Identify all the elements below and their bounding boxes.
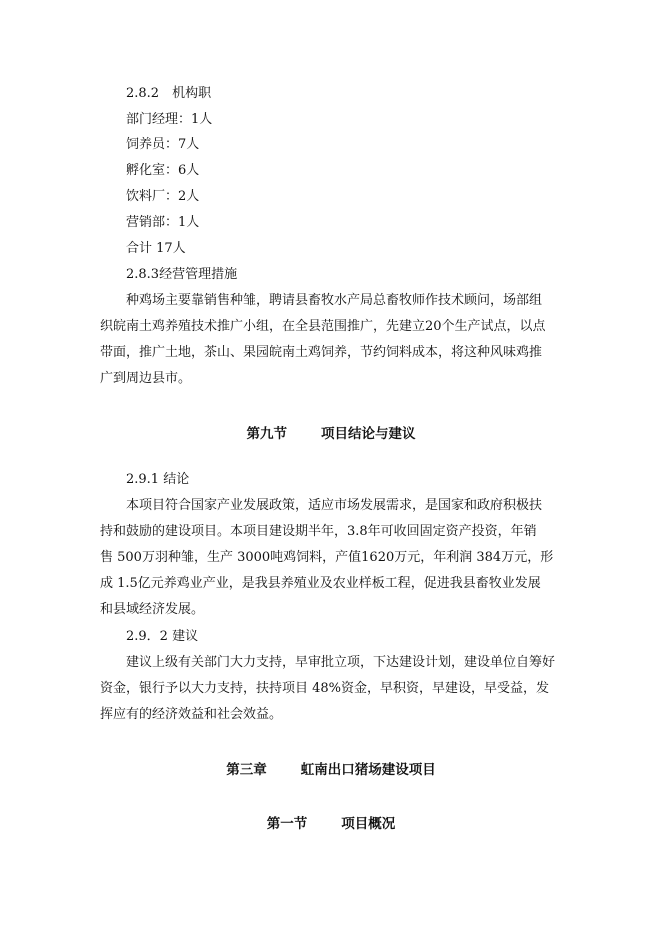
chapter-title: 虹南出口猪场建设项目 xyxy=(300,762,436,778)
section-291-title: 2.9.1 结论 xyxy=(126,472,190,487)
paragraph-line: 成 1.5亿元养鸡业产业，是我县养殖业及农业样板工程，促进我县畜牧业发展 xyxy=(100,576,541,591)
staff-line: 部门经理：1人 xyxy=(126,112,213,127)
staff-line: 营销部：1人 xyxy=(126,215,200,230)
heading-number: 第一节 xyxy=(266,816,308,832)
section-283-title: 2.8.3经营管理措施 xyxy=(126,267,238,282)
paragraph-line: 资金，银行予以大力支持，扶持项目 48%资金，早积资，早建设，早受益，发 xyxy=(100,681,550,696)
paragraph-line: 挥应有的经济效益和社会效益。 xyxy=(100,707,283,722)
staff-line: 饮料厂：2人 xyxy=(126,189,200,204)
staff-line: 饲养员：7人 xyxy=(126,137,200,152)
paragraph-line: 织皖南土鸡养殖技术推广小组，在全县范围推广，先建立20个生产试点，以点 xyxy=(100,319,546,334)
staff-line: 孵化室：6人 xyxy=(126,163,200,178)
paragraph-line: 持和鼓励的建设项目。本项目建设期半年，3.8年可收回固定资产投资，年销 xyxy=(100,524,537,539)
chapter-number: 第三章 xyxy=(226,762,267,778)
paragraph-line: 种鸡场主要靠销售种雏，聘请县畜牧水产局总畜牧师作技术顾问，场部组 xyxy=(126,293,543,308)
section-heading xyxy=(0,425,662,443)
paragraph-line: 本项目符合国家产业发展政策，适应市场发展需求，是国家和政府积极扶 xyxy=(126,498,543,513)
paragraph-line: 建议上级有关部门大力支持，早审批立项，下达建设计划，建设单位自筹好 xyxy=(126,655,556,670)
staff-total: 合计 17人 xyxy=(126,241,186,256)
paragraph-line: 带面，推广土地，茶山、果园皖南土鸡饲养，节约饲料成本，将这种风味鸡推 xyxy=(100,345,543,360)
section-282-title: 2.8.2 机构职 xyxy=(126,86,212,101)
paragraph-line: 售 500万羽种雏，生产 3000吨鸡饲料，产值1620万元，年利润 384万元，形 xyxy=(100,550,554,565)
heading-number: 第九节 xyxy=(246,426,287,442)
section-292-title: 2.9．2 建议 xyxy=(126,629,199,644)
paragraph-line: 广到周边县市。 xyxy=(100,371,192,386)
heading-title: 项目概况 xyxy=(341,816,396,832)
chapter-heading xyxy=(0,761,662,779)
section-heading xyxy=(0,815,662,833)
paragraph-line: 和县域经济发展。 xyxy=(100,602,205,617)
heading-title: 项目结论与建议 xyxy=(321,426,416,442)
